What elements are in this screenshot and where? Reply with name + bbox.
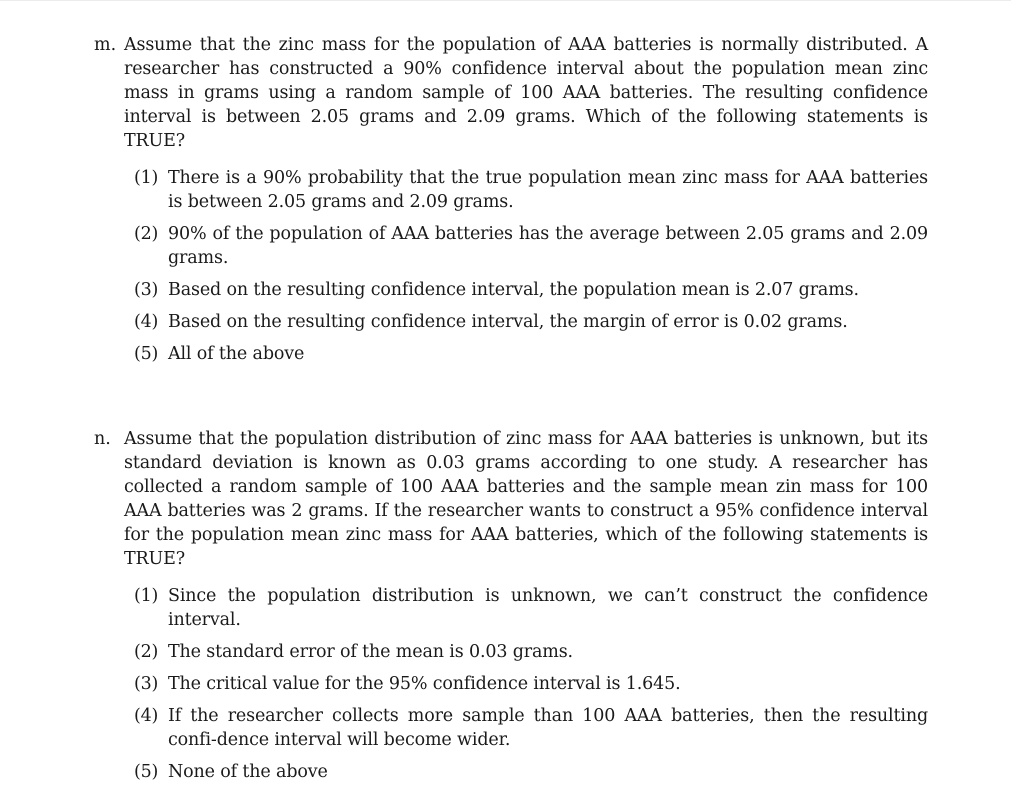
option-text: The standard error of the mean is 0.03 grams.: [168, 642, 573, 662]
question-n-option-4: [134, 704, 928, 752]
page-top-border: [0, 0, 1011, 1]
question-n-option-2: [134, 640, 928, 664]
option-number: (2): [134, 642, 159, 662]
question-n-label: n.: [94, 429, 111, 449]
option-text: Based on the resulting confidence interval, the margin of error is 0.02 grams.: [168, 312, 848, 332]
question-n-text: Assume that the population distribution of zinc mass for AAA batteries is unknown, but its standard deviation is known as 0.03 grams according to one study. A researcher has collected a random sample of 100 AAA batteries and the sample mean zin mass for 100 AAA batteries was 2 grams. If the researcher wants to construct a 95% confidence interval for the population mean zinc mass for AAA batteries, which of the following statements is TRUE?: [124, 429, 928, 569]
option-text: None of the above: [168, 762, 328, 782]
option-number: (4): [134, 706, 159, 726]
question-m-label: m.: [94, 35, 117, 55]
option-number: (2): [134, 224, 159, 244]
option-text: There is a 90% probability that the true population mean zinc mass for AAA batteries is between 2.05 grams and 2.09 grams.: [168, 168, 928, 212]
question-n-option-5: [134, 760, 928, 784]
option-text: If the researcher collects more sample than 100 AAA batteries, then the resulting confi-dence interval will become wider.: [168, 706, 928, 750]
question-m-option-3: [134, 278, 928, 302]
question-m-stem: [94, 33, 928, 153]
option-number: (1): [134, 586, 159, 606]
question-m-option-4: [134, 310, 928, 334]
question-m-option-5: [134, 342, 928, 366]
question-m-options: [94, 166, 928, 366]
option-number: (1): [134, 168, 159, 188]
option-number: (3): [134, 674, 159, 694]
question-n-option-3: [134, 672, 928, 696]
option-number: (5): [134, 344, 159, 364]
question-n-option-1: [134, 584, 928, 632]
question-n: [94, 427, 928, 792]
option-number: (5): [134, 762, 159, 782]
question-n-stem: [94, 427, 928, 571]
question-n-options: [94, 584, 928, 784]
option-number: (4): [134, 312, 159, 332]
question-m-option-2: [134, 222, 928, 270]
option-text: All of the above: [168, 344, 305, 364]
option-text: Since the population distribution is unknown, we can’t construct the confidence interval.: [168, 586, 928, 630]
option-number: (3): [134, 280, 159, 300]
question-m-text: Assume that the zinc mass for the population of AAA batteries is normally distributed. A researcher has constructed a 90% confidence interval about the population mean zinc mass in grams using a random sample of 100 AAA batteries. The resulting confidence interval is between 2.05 grams and 2.09 grams. Which of the following statements is TRUE?: [124, 35, 928, 151]
question-m: [94, 33, 928, 374]
option-text: Based on the resulting confidence interval, the population mean is 2.07 grams.: [168, 280, 859, 300]
option-text: 90% of the population of AAA batteries has the average between 2.05 grams and 2.09 grams.: [168, 224, 928, 268]
option-text: The critical value for the 95% confidence interval is 1.645.: [168, 674, 681, 694]
question-m-option-1: [134, 166, 928, 214]
